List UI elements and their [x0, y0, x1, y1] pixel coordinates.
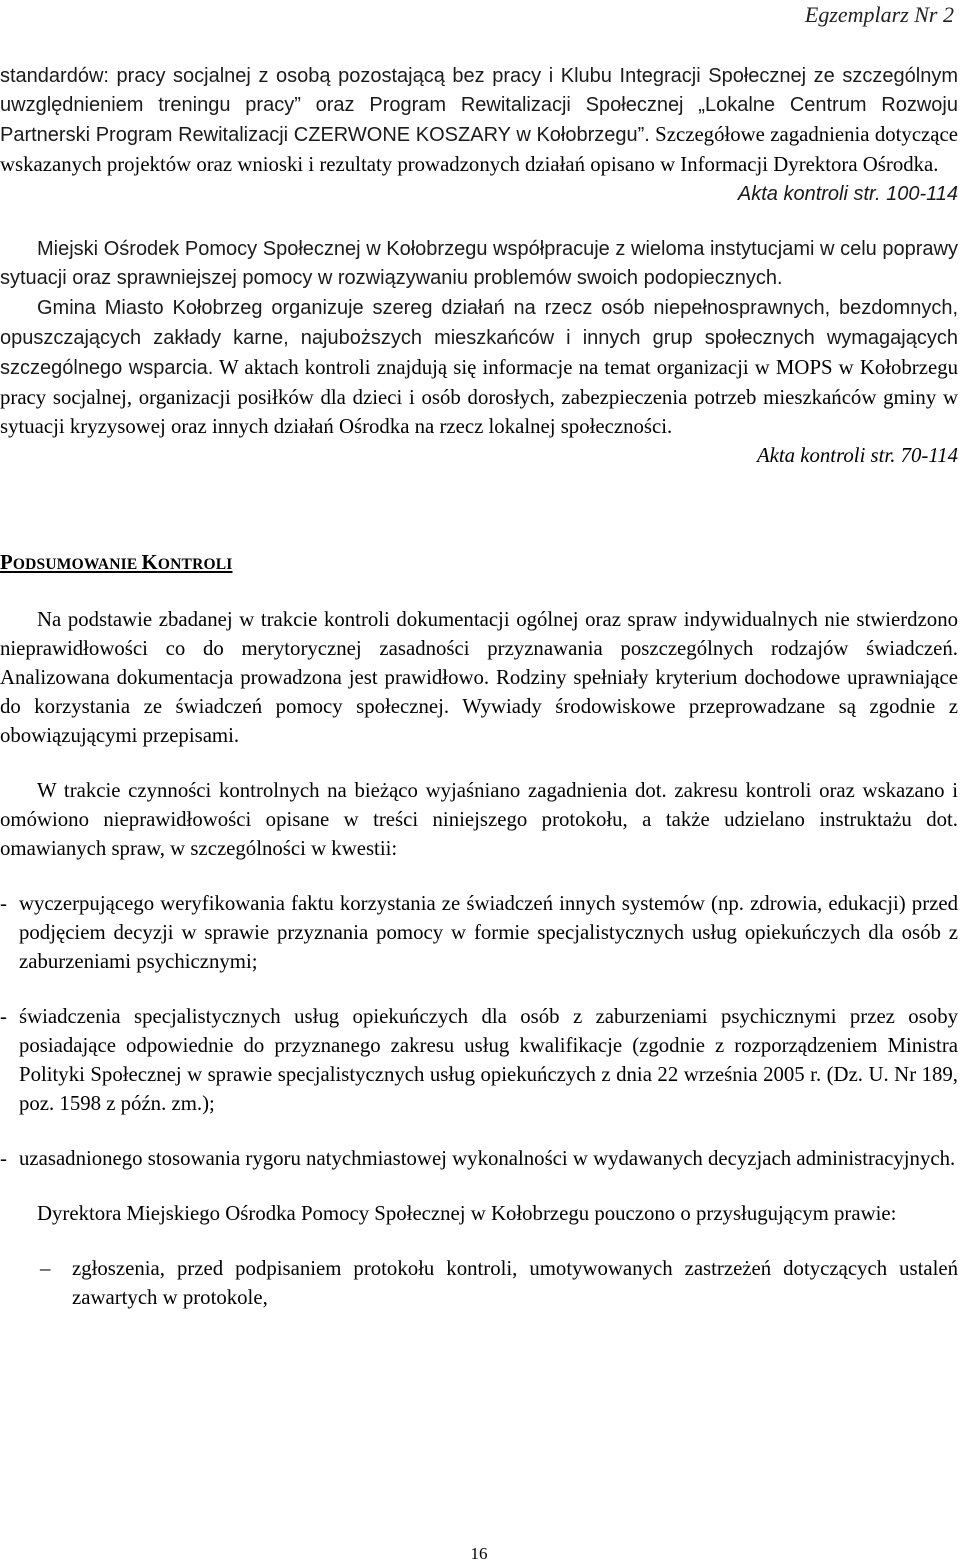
spacer: [0, 1228, 958, 1254]
list-dash: -: [0, 1147, 7, 1170]
summary-paragraph-2: W trakcie czynności kontrolnych na bieżąco wyjaśniano zagadnienia dot. zakresu kontroli oraz wskazano i omówiono nieprawidłowości opisane w treści niniejszego protokołu, a także udzielano instruktażu dot. omawianych spraw, w szczególności w kwestii:: [0, 779, 958, 860]
rights-list-item: [0, 1254, 958, 1312]
municipal-activities-paragraph: [0, 293, 958, 441]
list-dash: -: [0, 1005, 7, 1028]
spacer: [0, 976, 958, 1002]
summary-heading: PODSUMOWANIE KONTROLI: [0, 551, 233, 574]
spacer: [0, 863, 958, 889]
reference-note-1: Akta kontroli str. 100-114: [737, 183, 958, 205]
spacer: [0, 209, 958, 235]
list-item: [0, 1002, 958, 1118]
spacer: [0, 470, 958, 548]
municipal-activities-details: W aktach kontroli znajdują się informacje na temat organizacji w MOPS w Kołobrzegu pracy socjalnej, organizacji posiłków dla dzieci i osób dorosłych, zabezpieczenia potrzeb mieszkańców gminy w sytuacji kryzysowej oraz innych działań Ośrodka na rzecz lokalnej społeczności.: [0, 356, 958, 438]
spacer: [0, 750, 958, 776]
rights-dash: –: [40, 1257, 51, 1280]
rights-intro-paragraph: Dyrektora Miejskiego Ośrodka Pomocy Społecznej w Kołobrzegu pouczono o przysługującym prawie:: [37, 1202, 897, 1225]
cooperation-paragraph: Miejski Ośrodek Pomocy Społecznej w Kołobrzegu współpracuje z wieloma instytucjami w celu poprawy sytuacji oraz sprawniejszej pomocy w rozwiązywaniu problemów swoich podopiecznych.: [0, 238, 958, 289]
spacer: [0, 1118, 958, 1144]
spacer: [0, 1173, 958, 1199]
summary-paragraph-1: Na podstawie zbadanej w trakcie kontroli dokumentacji ogólnej oraz spraw indywidualnych nie stwierdzono nieprawidłowości co do merytorycznej zasadności przyznawania poszczególnych rodzajów świadczeń. Analizowana dokumentacja prowadzona jest prawidłowo. Rodziny spełniały kryterium dochodowe uprawniające do korzystania ze świadczeń pomocy społecznej. Wywiady środowiskowe przeprowadzane są zgodnie z obowiązującymi przepisami.: [0, 608, 958, 747]
list-dash: -: [0, 892, 7, 915]
projects-paragraph-text: standardów: pracy socjalnej z osobą pozostającą bez pracy i Klubu Integracji Społecznej ze szczególnym uwzględnieniem treningu pracy” oraz Program Rewitalizacji Społecznej „Lokalne Centrum Rozwoju Partnerski Program Rewitalizacji CZERWONE KOSZARY w Kołobrzegu”.: [0, 65, 958, 146]
copy-number-label: Egzemplarz Nr 2: [804, 2, 954, 27]
list-item: [0, 889, 958, 976]
page-number: 16: [470, 1544, 488, 1563]
document-body: [0, 62, 958, 1312]
reference-note-2: Akta kontroli str. 70-114: [756, 444, 958, 467]
spacer: [0, 579, 958, 605]
list-item-text: uzasadnionego stosowania rygoru natychmiastowej wykonalności w wydawanych decyzjach administracyjnych.: [19, 1147, 956, 1170]
municipal-activities-text: Gmina Miasto Kołobrzeg organizuje szereg działań na rzecz osób niepełnosprawnych, bezdomnych, opuszczających zakłady karne, najuboższych mieszkańców i innych grup społecznych wymagających szczególnego wsparcia.: [0, 297, 958, 379]
projects-paragraph: [0, 62, 958, 180]
projects-paragraph-details: Szczegółowe zagadnienia dotyczące wskazanych projektów oraz wnioski i rezultaty prowadzonych działań opisano w Informacji Dyrektora Ośrodka.: [0, 123, 958, 176]
list-item: [0, 1144, 958, 1173]
list-item-text: wyczerpującego weryfikowania faktu korzystania ze świadczeń innych systemów (np. zdrowia, edukacji) przed podjęciem decyzji w sprawie przyznania pomocy w formie specjalistycznych usług opiekuńczych dla osób z zaburzeniami psychicznymi;: [19, 892, 958, 973]
list-item-text: świadczenia specjalistycznych usług opiekuńczych dla osób z zaburzeniami psychicznymi przez osoby posiadające odpowiednie do przyznanego zakresu usług kwalifikacje (zgodnie z rozporządzeniem Ministra Polityki Społecznej w sprawie specjalistycznych usług opiekuńczych z dnia 22 września 2005 r. (Dz. U. Nr 189, poz. 1598 z późn. zm.);: [19, 1005, 958, 1115]
rights-item-text: zgłoszenia, przed podpisaniem protokołu kontroli, umotywowanych zastrzeżeń dotyczących ustaleń zawartych w protokole,: [72, 1257, 958, 1309]
